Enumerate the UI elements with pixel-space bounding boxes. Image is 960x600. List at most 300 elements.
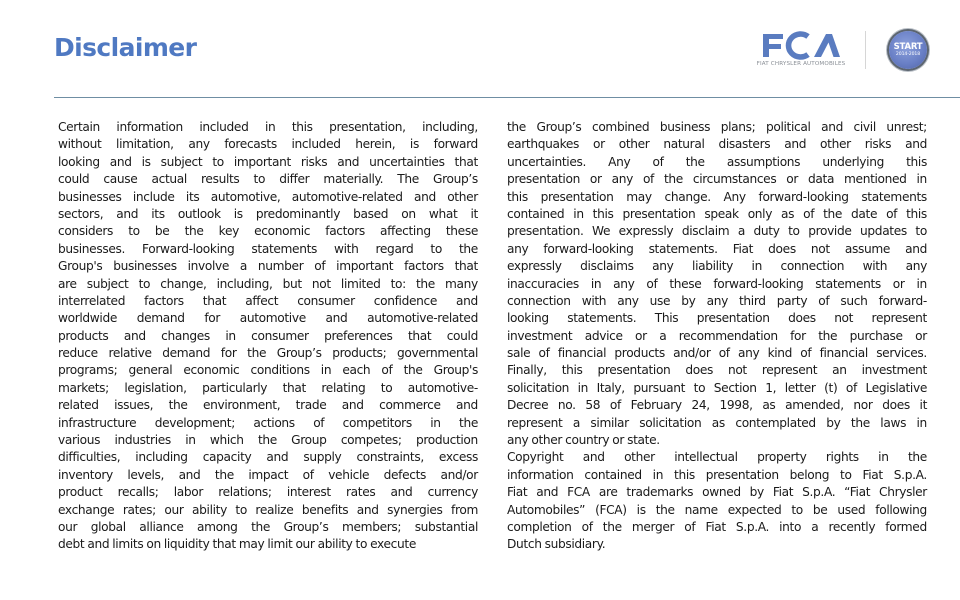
word: no. [557, 398, 576, 413]
paragraph-line [58, 258, 478, 275]
word: automotive-related [291, 189, 403, 204]
word: alliance [139, 519, 184, 534]
page-title: Disclaimer [54, 33, 197, 62]
word: any [737, 346, 760, 361]
word: rights [825, 450, 859, 465]
paragraph-line [58, 154, 478, 171]
word: Group’s [433, 172, 478, 187]
word: competes; [340, 433, 402, 448]
fca-logo [748, 30, 854, 72]
word: of [800, 346, 812, 361]
word: businesses [113, 259, 177, 274]
word: any [611, 172, 633, 187]
word: rates [345, 485, 376, 500]
word: in [264, 120, 276, 134]
word: sectors, [58, 206, 104, 221]
word: other [447, 189, 478, 204]
word: Section [713, 380, 757, 395]
word: that [454, 259, 478, 274]
word: does [685, 363, 714, 378]
word: may [626, 189, 652, 204]
word: production [415, 433, 478, 448]
word: to [791, 502, 803, 517]
word: of [845, 380, 857, 395]
paragraph-line [507, 449, 927, 466]
word: plans; [720, 120, 756, 134]
word: relative [108, 346, 152, 361]
word: of [646, 276, 658, 291]
word: are [598, 485, 618, 500]
word: differ [279, 172, 310, 187]
word: levels, [127, 467, 165, 482]
word: of [538, 346, 550, 361]
word: recently [828, 519, 876, 534]
word: Copyright [507, 450, 564, 465]
word: in [916, 172, 927, 187]
word: contained [584, 467, 642, 482]
paragraph-line [58, 136, 478, 153]
word: various [58, 433, 101, 448]
paragraph-line [507, 415, 927, 432]
word: recommendation [678, 328, 778, 343]
word: affecting [380, 224, 431, 239]
word: any [507, 241, 529, 256]
word: is [636, 502, 646, 517]
word: political [765, 120, 811, 134]
word: is [233, 206, 243, 221]
word: expected [727, 502, 782, 517]
word: of [803, 206, 815, 221]
word: letter [784, 380, 816, 395]
word: contemplated [735, 415, 816, 430]
word: the [823, 206, 843, 221]
paragraph-line [58, 415, 478, 432]
word: of [652, 154, 664, 169]
word: subject [160, 154, 203, 169]
word: in [652, 467, 664, 482]
paragraph-line [507, 519, 927, 536]
word: assumptions [726, 154, 801, 169]
word: presentation [540, 189, 614, 204]
word: include [132, 189, 175, 204]
word: formed [885, 519, 927, 534]
word: excess [438, 450, 478, 465]
word: programs; [58, 363, 118, 378]
paragraph-line [58, 171, 478, 188]
word: in [320, 363, 332, 378]
word: The [397, 172, 419, 187]
word: a [659, 328, 667, 343]
word: demand [162, 346, 211, 361]
word: not [810, 241, 830, 256]
word: uncertainties. [507, 154, 587, 169]
word: factors [144, 293, 184, 308]
word: any [652, 259, 674, 274]
word: the [685, 154, 705, 169]
word: trade [295, 398, 327, 413]
word: combined [591, 120, 650, 134]
word: on [401, 206, 416, 221]
word: of [642, 172, 655, 187]
word: and [123, 328, 146, 343]
word: 58 [585, 398, 601, 413]
word: in [577, 380, 589, 395]
word: or [915, 328, 927, 343]
word: statements [815, 276, 881, 291]
word: Any [723, 189, 746, 204]
paragraph-line [507, 119, 927, 136]
word: a [737, 224, 745, 239]
paragraph-line [507, 380, 927, 397]
word: relations; [218, 485, 272, 500]
word: represent [871, 311, 927, 326]
word: any [188, 137, 210, 152]
word: risks [864, 137, 892, 152]
word: forward [433, 137, 478, 152]
paragraph-line [507, 293, 927, 310]
word: provide [808, 224, 852, 239]
fca-logo-icon [762, 30, 840, 60]
fca-logo-tagline: FIAT CHRYSLER AUTOMOBILES [756, 61, 846, 67]
word: the [507, 120, 526, 134]
word: of [609, 398, 621, 413]
word: Fiat [705, 519, 726, 534]
word: Chrysler [879, 485, 927, 500]
word: these [669, 276, 702, 291]
word: substantial [414, 519, 478, 534]
paragraph-line [507, 241, 927, 258]
word: is [141, 154, 151, 169]
word: and/or [440, 467, 478, 482]
word: development; [154, 415, 235, 430]
word: other [618, 137, 650, 152]
paragraph-line [507, 136, 927, 153]
word: forward- [878, 293, 927, 308]
word: this [906, 206, 927, 221]
paragraph-line [58, 484, 478, 501]
word: disclaim [681, 224, 730, 239]
word: to [693, 380, 706, 395]
word: presentation [705, 467, 779, 482]
word: of [313, 415, 325, 430]
word: interrelated [58, 293, 126, 308]
word: looking [58, 154, 100, 169]
word: information [116, 120, 183, 134]
word: solicitation [507, 380, 570, 395]
word: factors [404, 259, 444, 274]
word: the [818, 328, 838, 343]
word: the [663, 172, 683, 187]
word: presentation. [507, 224, 584, 239]
disclaimer-paragraph [507, 119, 927, 449]
word: speak [704, 206, 739, 221]
word: defects [383, 467, 427, 482]
word: commerce [379, 398, 441, 413]
word: uncertainties [369, 154, 445, 169]
paragraph-line [507, 258, 927, 275]
word: services. [876, 346, 927, 361]
word: S.p.A. [893, 467, 927, 482]
word: financial [819, 346, 868, 361]
word: capacity [202, 450, 252, 465]
paragraph-line: Dutch subsidiary. [507, 537, 606, 552]
paragraph-line [58, 189, 478, 206]
word: represent [761, 363, 818, 378]
word: property [757, 450, 807, 465]
word: to [212, 154, 224, 169]
word: statements. [567, 311, 637, 326]
word: owned [702, 485, 741, 500]
word: risks [300, 154, 328, 169]
word: to [430, 241, 442, 256]
word: to: [390, 276, 406, 291]
word: difficulties, [58, 450, 121, 465]
word: which [209, 433, 244, 448]
word: natural [663, 137, 705, 152]
word: that [407, 328, 432, 343]
word: in [878, 450, 889, 465]
word: and [325, 311, 348, 326]
word: other [624, 450, 655, 465]
paragraph-line [58, 502, 478, 519]
word: statements [251, 241, 318, 256]
word: and [341, 398, 364, 413]
paragraph-line [58, 119, 478, 136]
word: circumstances [692, 172, 777, 187]
word: herein, [355, 137, 396, 152]
word: third [739, 293, 766, 308]
paragraph-line [507, 276, 927, 293]
word: assume [844, 241, 891, 256]
word: with [581, 293, 607, 308]
word: such [840, 293, 868, 308]
paragraph-line [507, 328, 927, 345]
word: mentioned [844, 172, 907, 187]
word: connection [780, 259, 845, 274]
word: to [128, 224, 140, 239]
word: the [184, 224, 204, 239]
word: interest [286, 485, 331, 500]
paragraph-line [507, 467, 927, 484]
word: trademarks [626, 485, 694, 500]
word: as [762, 398, 776, 413]
word: and [266, 450, 289, 465]
word: could [58, 172, 90, 187]
word: inventory [58, 467, 113, 482]
word: forecasts [224, 137, 277, 152]
word: factors [325, 224, 365, 239]
word: preferences [324, 328, 393, 343]
word: amended, [785, 398, 844, 413]
word: but [282, 276, 302, 291]
word: S.p.A. [735, 519, 770, 534]
word: product [58, 485, 103, 500]
word: Automobiles” [507, 502, 586, 517]
word: February [630, 398, 682, 413]
word: of [381, 363, 393, 378]
word: presentation, [329, 120, 406, 134]
word: represent [507, 415, 563, 430]
paragraph-line [58, 345, 478, 362]
word: cause [103, 172, 138, 187]
word: or [786, 172, 799, 187]
word: updates [860, 224, 907, 239]
word: considers [58, 224, 114, 239]
word: the [251, 519, 271, 534]
word: for [220, 346, 237, 361]
word: products [614, 346, 665, 361]
word: subject [86, 276, 129, 291]
word: information [507, 467, 574, 482]
paragraph-line [507, 484, 927, 501]
word: by [681, 293, 696, 308]
word: or [589, 172, 602, 187]
word: many [445, 276, 478, 291]
word: of [581, 519, 593, 534]
paragraph-line [58, 397, 478, 414]
word: connection [507, 293, 571, 308]
word: Decree [507, 398, 549, 413]
word: any [617, 293, 639, 308]
word: it [470, 206, 478, 221]
word: the [247, 346, 267, 361]
paragraph-line: debt and limits on liquidity that may limit our ability to execute [58, 537, 416, 552]
word: global [90, 519, 126, 534]
word: 1998, [719, 398, 753, 413]
word: to [235, 502, 247, 517]
disclaimer-paragraph [507, 449, 927, 553]
word: the [655, 502, 675, 517]
word: predominantly [255, 206, 341, 221]
word: products; [332, 346, 387, 361]
paragraph-line [507, 345, 927, 362]
word: and [905, 137, 927, 152]
word: Group's [58, 259, 103, 274]
word: demand [136, 311, 185, 326]
paragraph-line [507, 223, 927, 240]
word: governmental [397, 346, 478, 361]
word: each [342, 363, 371, 378]
word: used [837, 502, 866, 517]
word: in [916, 415, 927, 430]
word: the [168, 398, 188, 413]
word: businesses. [58, 241, 125, 256]
disclaimer-paragraph [58, 119, 478, 554]
word: Forward-looking [142, 241, 235, 256]
word: in [916, 276, 927, 291]
logo-separator [865, 31, 866, 69]
word: this [561, 363, 583, 378]
word: in [590, 276, 602, 291]
word: party [776, 293, 808, 308]
word: belong [789, 467, 830, 482]
word: Group’s [276, 346, 322, 361]
word: Group [291, 433, 327, 448]
word: Fiat [772, 485, 794, 500]
word: automotive, [210, 189, 281, 204]
word: regard [375, 241, 414, 256]
word: including, [422, 120, 478, 134]
word: and [905, 241, 927, 256]
word: changes [161, 328, 210, 343]
word: it [919, 398, 927, 413]
word: into [779, 519, 802, 534]
paragraph-line [507, 397, 927, 414]
paragraph-line [58, 206, 478, 223]
word: (t) [824, 380, 838, 395]
paragraph-line [507, 206, 927, 223]
word: benefits [301, 502, 349, 517]
word: actions [253, 415, 295, 430]
word: constraints, [356, 450, 424, 465]
word: forward-looking [758, 189, 849, 204]
word: vehicle [328, 467, 370, 482]
word: general [128, 363, 173, 378]
word: in [430, 415, 441, 430]
word: and [390, 485, 413, 500]
word: results [201, 172, 240, 187]
word: an [832, 363, 847, 378]
word: does [788, 311, 816, 326]
word: business [659, 120, 711, 134]
word: data [808, 172, 835, 187]
paragraph-line [507, 154, 927, 171]
word: relating [321, 380, 366, 395]
word: and [456, 398, 478, 413]
word: a [239, 259, 248, 274]
word: 1, [765, 380, 777, 395]
word: unrest; [886, 120, 927, 134]
word: the [403, 363, 423, 378]
word: as [781, 206, 795, 221]
word: competitors [342, 415, 412, 430]
word: or [635, 328, 647, 343]
word: not [311, 276, 331, 291]
word: not [834, 311, 854, 326]
word: this [507, 189, 528, 204]
word: a [572, 415, 580, 430]
word: exchange [58, 502, 115, 517]
word: or [892, 276, 905, 291]
word: limited [340, 276, 381, 291]
word: to [915, 224, 927, 239]
word: with [334, 241, 359, 256]
word: investment [861, 363, 927, 378]
word: forward-looking [543, 241, 634, 256]
word: the [257, 433, 277, 448]
word: these [445, 224, 478, 239]
paragraph-line [507, 362, 927, 379]
word: statements. [648, 241, 718, 256]
word: other [820, 137, 851, 152]
word: This [654, 311, 679, 326]
word: consumer [297, 293, 355, 308]
word: among [197, 519, 238, 534]
word: from [451, 502, 478, 517]
word: merger [631, 519, 675, 534]
word: recalls; [117, 485, 159, 500]
word: rates; [122, 502, 156, 517]
word: to [253, 172, 266, 187]
word: does [768, 241, 796, 256]
word: intellectual [674, 450, 738, 465]
word: and [413, 189, 436, 204]
word: earthquakes [507, 137, 580, 152]
word: only [747, 206, 773, 221]
paragraph-line [58, 223, 478, 240]
word: of [886, 206, 898, 221]
start-badge-icon [889, 31, 927, 69]
